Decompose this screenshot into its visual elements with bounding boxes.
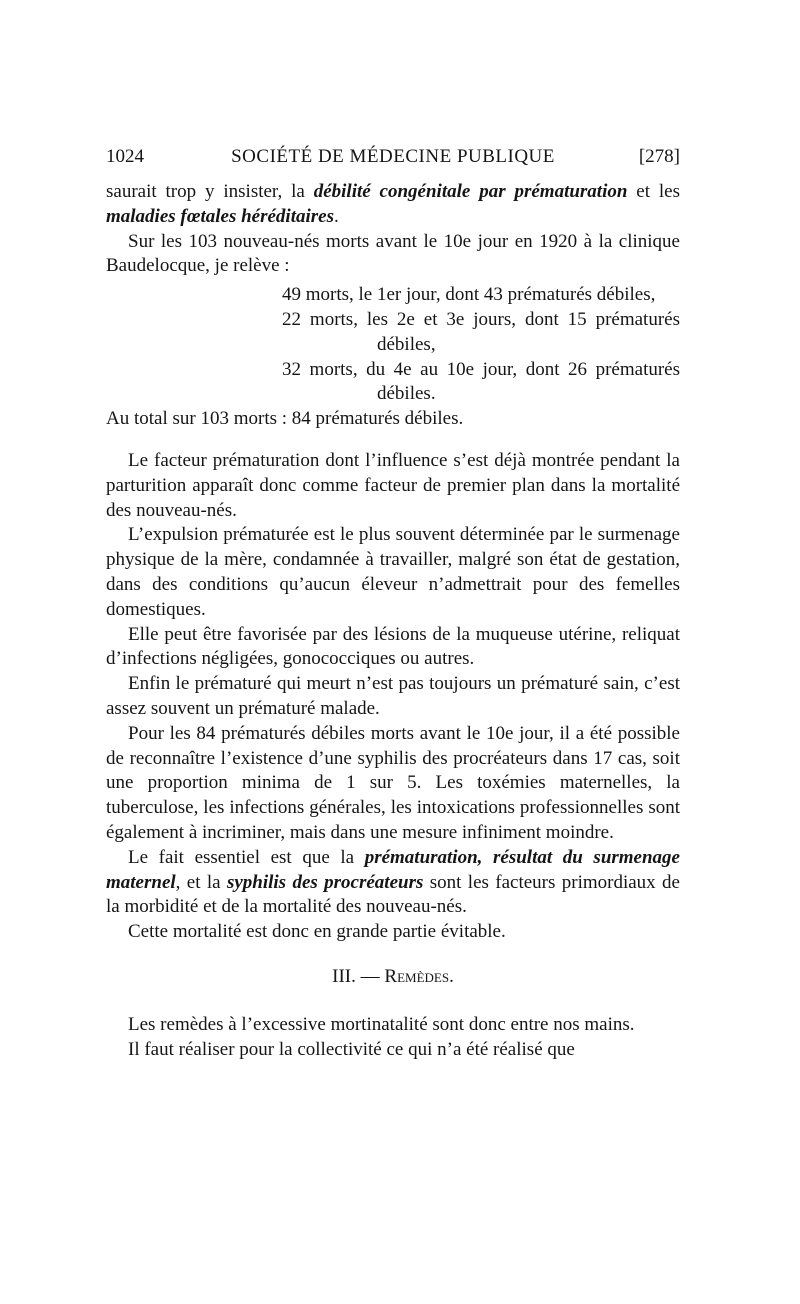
mortality-list <box>282 283 680 407</box>
section-heading: III. — Remèdes. <box>332 965 454 987</box>
paragraph: Le facteur prématuration dont l’influence s’est déjà montrée pendant la parturition apparaît donc comme facteur de premier plan dans la mortalité des nouveau-nés. <box>106 449 680 521</box>
paragraph: Pour les 84 prématurés débiles morts avant le 10e jour, il a été possible de reconnaître l’existence d’une syphilis des procréateurs dans 17 cas, soit une proportion minima de 1 sur 5. Les toxémies maternelles, la tuberculose, les infections générales, les intoxications professionnelles sont également à incriminer, mais dans une mesure infiniment moindre. <box>106 722 680 843</box>
paragraph: L’expulsion prématurée est le plus souvent déterminée par le surmenage physique de la mère, condamnée à travailler, malgré son état de gestation, dans des conditions qu’aucun éleveur n’admettrait pour des femelles domestiques. <box>106 524 680 620</box>
list-item: 32 morts, du 4e au 10e jour, dont 26 prématurés débiles. <box>282 358 680 405</box>
paragraph-continuation: saurait trop y insister, la débilité congénitale par prématuration et les maladies fœtales héréditaires. <box>106 181 680 227</box>
list-item: 22 morts, les 2e et 3e jours, dont 15 prématurés débiles, <box>282 308 680 355</box>
paragraph: Cette mortalité est donc en grande partie évitable. <box>128 921 506 943</box>
emphasis-debilite: débilité congénitale par prématuration <box>313 181 628 202</box>
paragraph-statistics-intro: Sur les 103 nouveau-nés morts avant le 10e jour en 1920 à la clinique Baudelocque, je relève : <box>106 230 680 277</box>
emphasis-maladies: maladies fœtales héréditaires <box>106 205 334 227</box>
body-text <box>106 180 680 1062</box>
total-line: Au total sur 103 morts : 84 prématurés débiles. <box>106 408 464 430</box>
running-title: SOCIÉTÉ DE MÉDECINE PUBLIQUE <box>231 146 555 167</box>
paragraph: Il faut réaliser pour la collectivité ce qui n’a été réalisé que <box>128 1038 575 1060</box>
paragraph-essential: Le fait essentiel est que la prématuration, résultat du surmenage maternel, et la syphilis des procréateurs sont les facteurs primordiaux de la morbidité et de la mortalité des nouveau-nés. <box>106 846 680 918</box>
running-header <box>106 146 680 170</box>
paragraph: Enfin le prématuré qui meurt n’est pas toujours un prématuré sain, c’est assez souvent un prématuré malade. <box>106 673 680 719</box>
list-item: 49 morts, le 1er jour, dont 43 prématurés débiles, <box>282 284 656 306</box>
emphasis-prematuration: prématuration, résultat du surmenage maternel <box>106 846 680 893</box>
paragraph: Elle peut être favorisée par des lésions de la muqueuse utérine, reliquat d’infections négligées, gonococciques ou autres. <box>106 623 680 670</box>
emphasis-syphilis: syphilis des procréateurs <box>226 871 424 893</box>
page-number: 1024 <box>106 146 144 167</box>
original-page-ref: [278] <box>638 146 680 167</box>
paragraph: Les remèdes à l’excessive mortinatalité sont donc entre nos mains. <box>128 1013 635 1035</box>
